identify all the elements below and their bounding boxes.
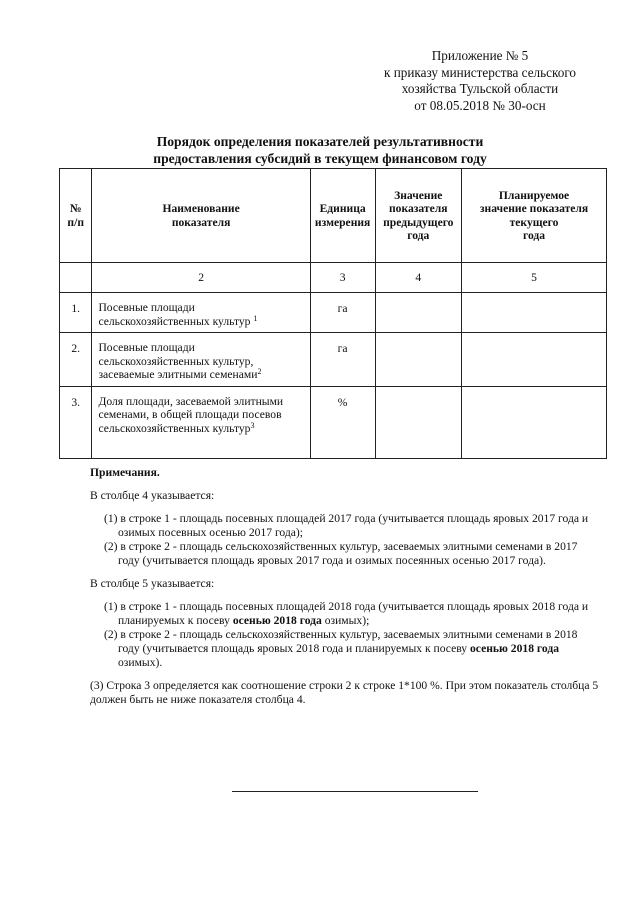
footnote-marker: 1	[253, 313, 258, 323]
row-number: 2.	[60, 333, 92, 387]
plan-value-cell	[462, 386, 607, 458]
row-number: 3.	[60, 386, 92, 458]
indicators-table	[59, 168, 607, 459]
closing-divider	[232, 791, 478, 792]
header-num: № п/п	[60, 169, 92, 263]
appendix-header	[330, 48, 630, 114]
table-row	[60, 333, 607, 387]
column-4-item-2: (2) в строке 2 - площадь сельскохозяйственных культур, засеваемых элитными семенами в 2017 году (учитывается площадь яровых 2017 года и озимых посеянных осенью 2017 года).	[104, 540, 578, 567]
column-4-item-1: (1) в строке 1 - площадь посевных площадей 2017 года (учитывается площадь яровых 2017 года и озимых посевных осенью 2017 года);	[104, 512, 589, 539]
footnote-marker: 2	[257, 367, 262, 376]
document-title	[120, 134, 520, 167]
prev-value-cell	[375, 293, 462, 333]
prev-value-cell	[375, 386, 462, 458]
column-numbers-row	[60, 263, 607, 293]
column-5-item-1: (1) в строке 1 - площадь посевных площадей 2018 года (учитывается площадь яровых 2018 года и планируемых к посеву осенью 2018 года озимых);	[104, 600, 589, 627]
table-row	[60, 293, 607, 333]
appendix-line-2: к приказу министерства сельского	[383, 64, 577, 80]
notes-section	[90, 466, 600, 707]
col-number-cell: 5	[462, 263, 607, 293]
header-prev-value: Значение показателя предыдущего года	[375, 169, 462, 263]
indicator-name: Доля площади, засеваемой элитными семенами, в общей площади посевов сельскохозяйственных культур$^3$	[92, 386, 310, 458]
prev-value-cell	[375, 333, 462, 387]
appendix-line-3: хозяйства Тульской области	[401, 81, 559, 96]
plan-value-cell	[462, 333, 607, 387]
header-plan-value: Планируемое значение показателя текущего года	[462, 169, 607, 263]
row-number: 1.	[60, 293, 92, 333]
col-number-cell: 2	[92, 263, 310, 293]
col-number-cell	[60, 263, 92, 293]
unit-cell: %	[310, 386, 375, 458]
col-number-cell: 3	[310, 263, 375, 293]
title-line-2: предоставления субсидий в текущем финансовом году	[153, 150, 487, 166]
header-name: Наименование показателя	[92, 169, 310, 263]
appendix-line-4: от 08.05.2018 № 30-осн	[414, 97, 546, 113]
column-4-heading: В столбце 4 указывается:	[90, 489, 215, 502]
row-3-note: (3) Строка 3 определяется как соотношение строки 2 к строке 1*100 %. При этом показатель столбца 5 должен быть не ниже показателя столбца 4.	[90, 679, 599, 706]
column-5-item-2: (2) в строке 2 - площадь сельскохозяйственных культур, засеваемых элитными семенами в 2018 году (учитывается площадь яровых 2018 года и планируемых к посеву осенью 2018 года озимых).	[104, 628, 578, 669]
unit-cell: га	[310, 333, 375, 387]
indicator-name: Посевные площади сельскохозяйственных культур $^1$	[92, 293, 310, 333]
plan-value-cell	[462, 293, 607, 333]
header-unit: Единица измерения	[310, 169, 375, 263]
table-row	[60, 386, 607, 458]
unit-cell: га	[310, 293, 375, 333]
footnote-marker: 3	[250, 420, 255, 430]
title-line-1: Порядок определения показателей результативности	[156, 134, 484, 149]
column-5-heading: В столбце 5 указывается:	[90, 577, 215, 590]
notes-heading: Примечания.	[90, 466, 160, 479]
appendix-line-1: Приложение № 5	[431, 48, 529, 63]
table-header-row	[60, 169, 607, 263]
col-number-cell: 4	[375, 263, 462, 293]
indicator-name: Посевные площади сельскохозяйственных культур, засеваемые элитными семенами$^2$	[92, 333, 310, 387]
